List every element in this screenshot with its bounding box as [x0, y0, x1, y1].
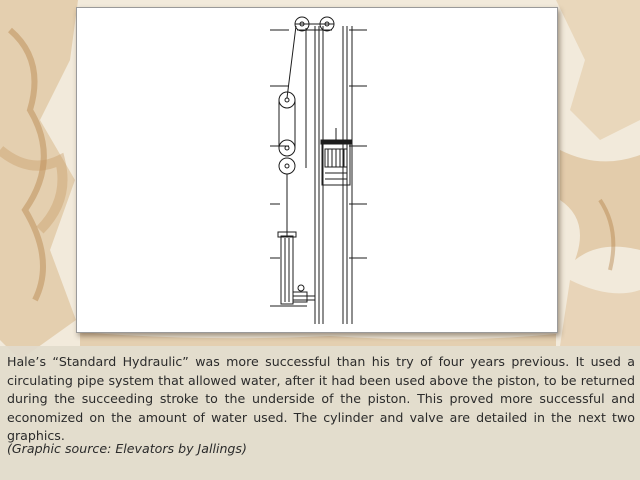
- caption-panel: [0, 346, 640, 480]
- caption-text: Hale’s “Standard Hydraulic” was more successful than his try of four years previous. It used a circulating pipe system that allowed water, after it had been used above the piston, to be returned during the succeeding stroke to the underside of the piston. This proved more successful and economized on the amount of water used. The cylinder and valve are detailed in the next two graphics.: [7, 354, 635, 443]
- graphic-source-note: (Graphic source: Elevators by Jallings): [7, 441, 247, 456]
- figure-frame: [76, 7, 558, 333]
- hydraulic-elevator-drawing-icon: [77, 8, 557, 332]
